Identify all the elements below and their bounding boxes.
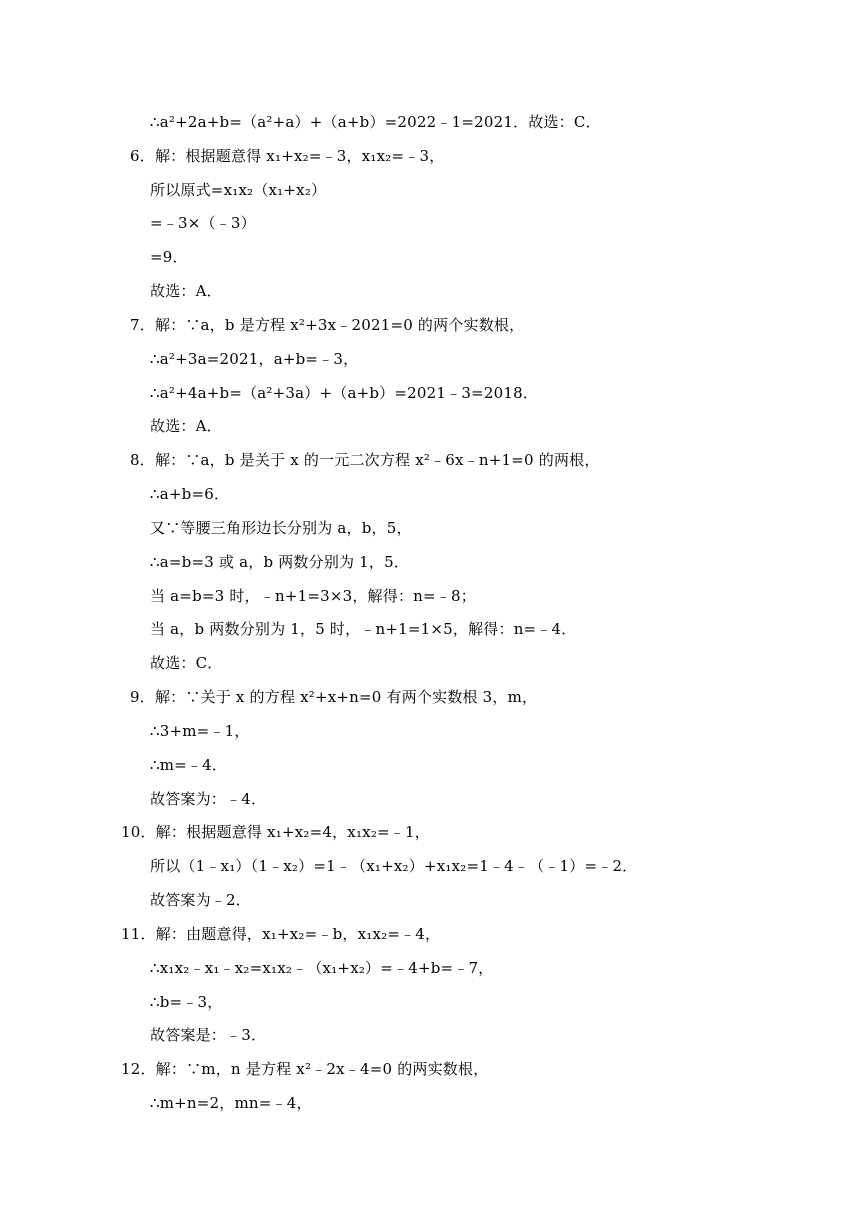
text-line: 12．解：∵m，n 是方程 x²﹣2x﹣4=0 的两实数根， bbox=[121, 1060, 489, 1078]
text-line: ∴b=﹣3， bbox=[150, 993, 223, 1011]
text-line: ∴a²+3a=2021，a+b=﹣3， bbox=[150, 350, 359, 368]
text-line: 又∵等腰三角形边长分别为 a，b，5， bbox=[150, 519, 412, 537]
text-line: ∴a²+2a+b=（a²+a）+（a+b）=2022﹣1=2021．故选：C． bbox=[150, 113, 601, 131]
text-line: =9． bbox=[150, 248, 188, 266]
text-line: 故答案为﹣2． bbox=[150, 891, 251, 909]
text-line: 故选：A． bbox=[150, 417, 222, 435]
text-line: =﹣3×（﹣3） bbox=[150, 214, 256, 232]
text-line: 所以原式=x₁x₂（x₁+x₂） bbox=[150, 181, 327, 199]
text-line: 当 a=b=3 时，﹣n+1=3×3，解得：n=﹣8； bbox=[150, 587, 476, 605]
text-line: 故选：C． bbox=[150, 654, 223, 672]
text-line: ∴m=﹣4． bbox=[150, 756, 228, 774]
text-line: 6．解：根据题意得 x₁+x₂=﹣3，x₁x₂=﹣3， bbox=[130, 147, 445, 165]
text-line: 故答案是：﹣3． bbox=[150, 1026, 267, 1044]
text-line: ∴a²+4a+b=（a²+3a）+（a+b）=2021﹣3=2018． bbox=[150, 384, 539, 402]
text-line: ∴3+m=﹣1， bbox=[150, 722, 250, 740]
text-line: 故答案为：﹣4． bbox=[150, 790, 267, 808]
text-line: 10．解：根据题意得 x₁+x₂=4，x₁x₂=﹣1， bbox=[121, 823, 430, 841]
text-line: 7．解：∵a，b 是方程 x²+3x﹣2021=0 的两个实数根， bbox=[130, 316, 525, 334]
text-line: ∴x₁x₂﹣x₁﹣x₂=x₁x₂﹣（x₁+x₂）=﹣4+b=﹣7， bbox=[150, 959, 494, 977]
text-line: 所以（1﹣x₁）（1﹣x₂）=1﹣（x₁+x₂）+x₁x₂=1﹣4﹣（﹣1）=﹣2． bbox=[150, 857, 638, 875]
text-line: 当 a，b 两数分别为 1，5 时，﹣n+1=1×5，解得：n=﹣4． bbox=[150, 620, 577, 638]
text-line: ∴m+n=2，mn=﹣4， bbox=[150, 1094, 312, 1112]
text-line: 9．解：∵关于 x 的方程 x²+x+n=0 有两个实数根 3，m， bbox=[130, 688, 538, 706]
text-line: ∴a=b=3 或 a，b 两数分别为 1，5． bbox=[150, 553, 410, 571]
text-line: 故选：A． bbox=[150, 282, 222, 300]
text-line: 11．解：由题意得，x₁+x₂=﹣b，x₁x₂=﹣4， bbox=[121, 925, 441, 943]
text-line: 8．解：∵a，b 是关于 x 的一元二次方程 x²﹣6x﹣n+1=0 的两根， bbox=[130, 451, 600, 469]
text-line: ∴a+b=6． bbox=[150, 485, 230, 503]
